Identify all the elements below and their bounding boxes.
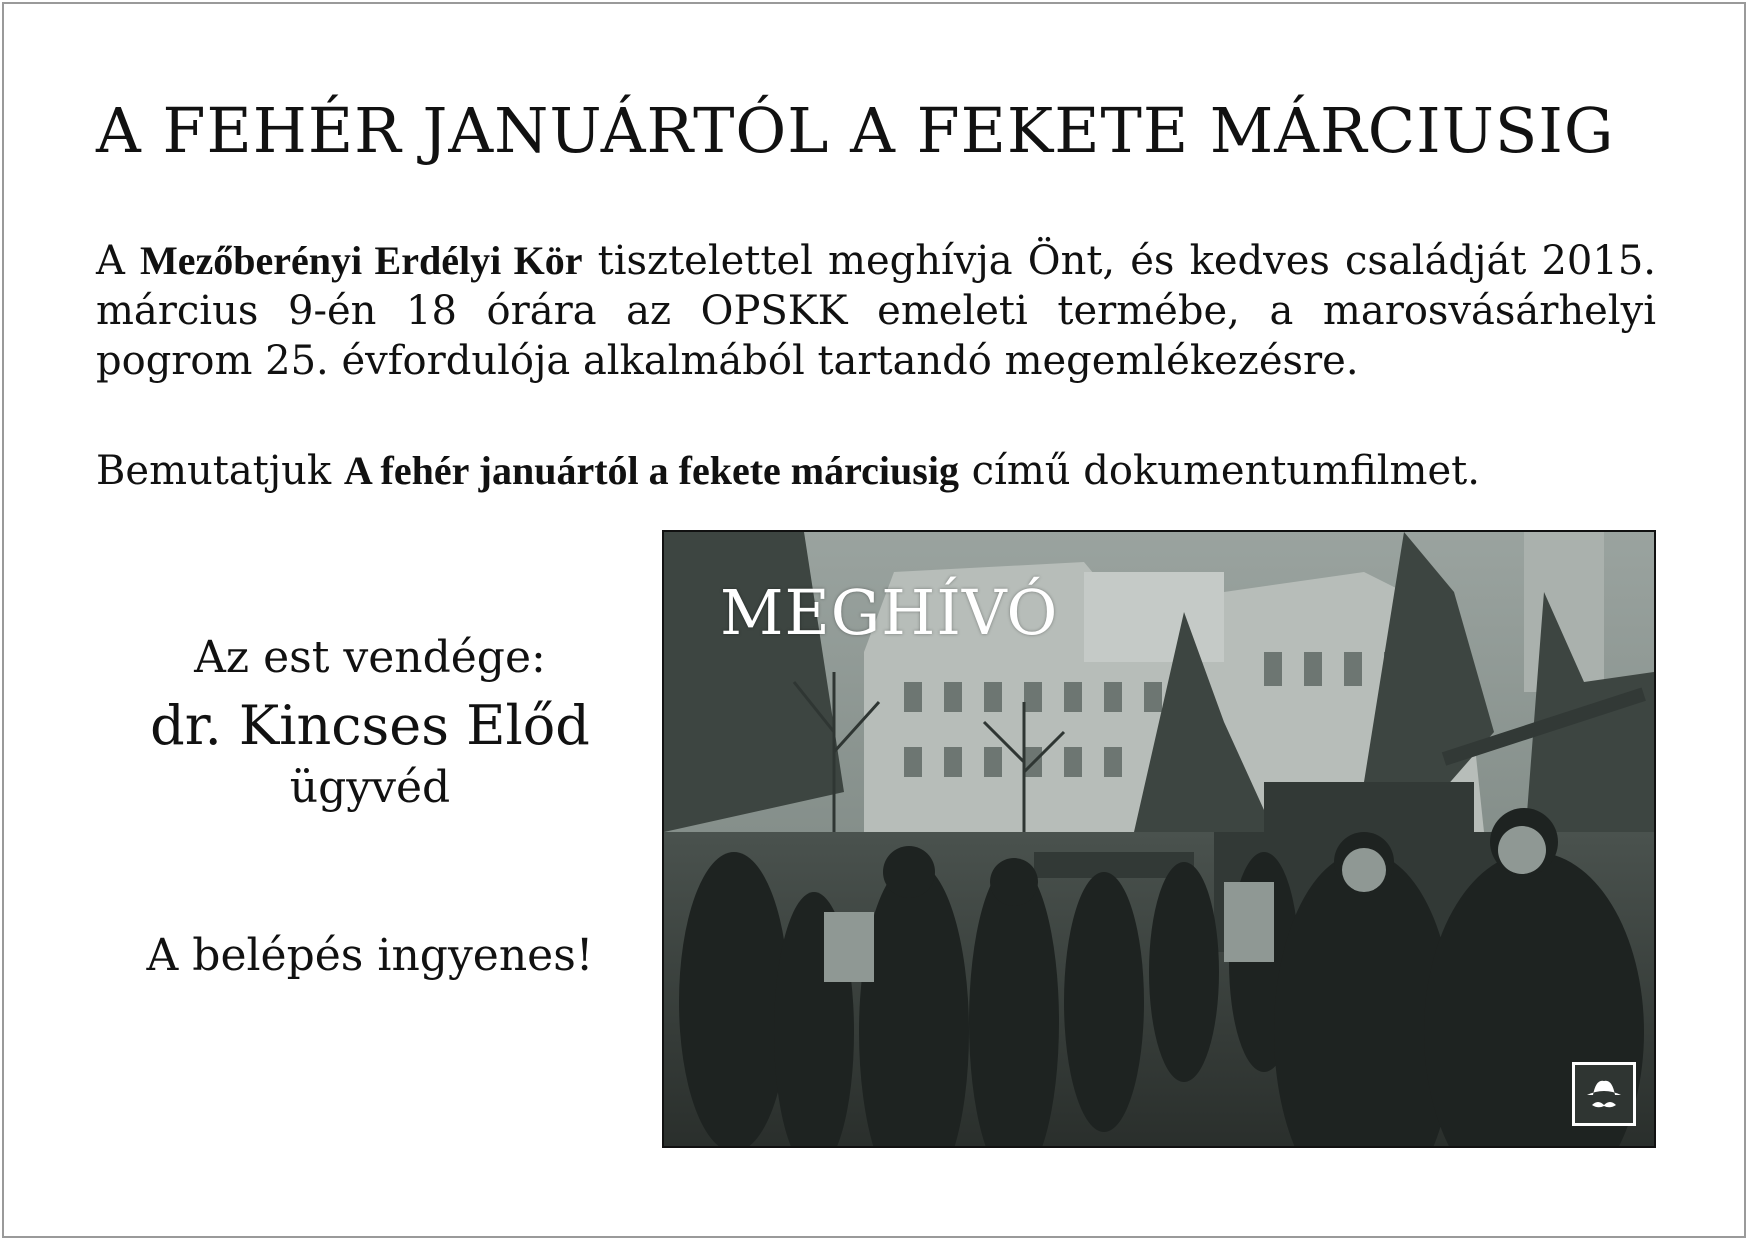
invitation-text: tisztelettel meghívja Önt, és kedves családját 2015. március 9-én 18 órára az OPSKK emeleti termébe, a marosvásárhelyi pogrom 25. évfordulója alkalmából tartandó megemlékezésre. — [96, 238, 1656, 384]
page-title: A FEHÉR JANUÁRTÓL A FEKETE MÁRCIUSIG — [96, 94, 1615, 167]
hat-mustache-logo-icon — [1572, 1062, 1636, 1126]
film-announcement — [96, 446, 1676, 496]
guest-name: dr. Kincses Előd — [150, 694, 590, 757]
entry-note: A belépés ingyenes! — [146, 930, 594, 981]
film-suffix: című dokumentumfilmet. — [958, 448, 1480, 494]
organizer-name: Mezőberényi Erdélyi Kör — [140, 238, 583, 283]
film-prefix: Bemutatjuk — [96, 448, 344, 494]
event-photo — [662, 530, 1656, 1148]
invitation-prefix: A — [96, 238, 141, 284]
invitation-paragraph — [96, 236, 1656, 386]
guest-role: ügyvéd — [289, 762, 451, 813]
film-title: A fehér januártól a fekete márciusig — [343, 448, 959, 493]
photo-caption: MEGHÍVÓ — [720, 576, 1059, 649]
guest-label: Az est vendége: — [194, 632, 546, 683]
